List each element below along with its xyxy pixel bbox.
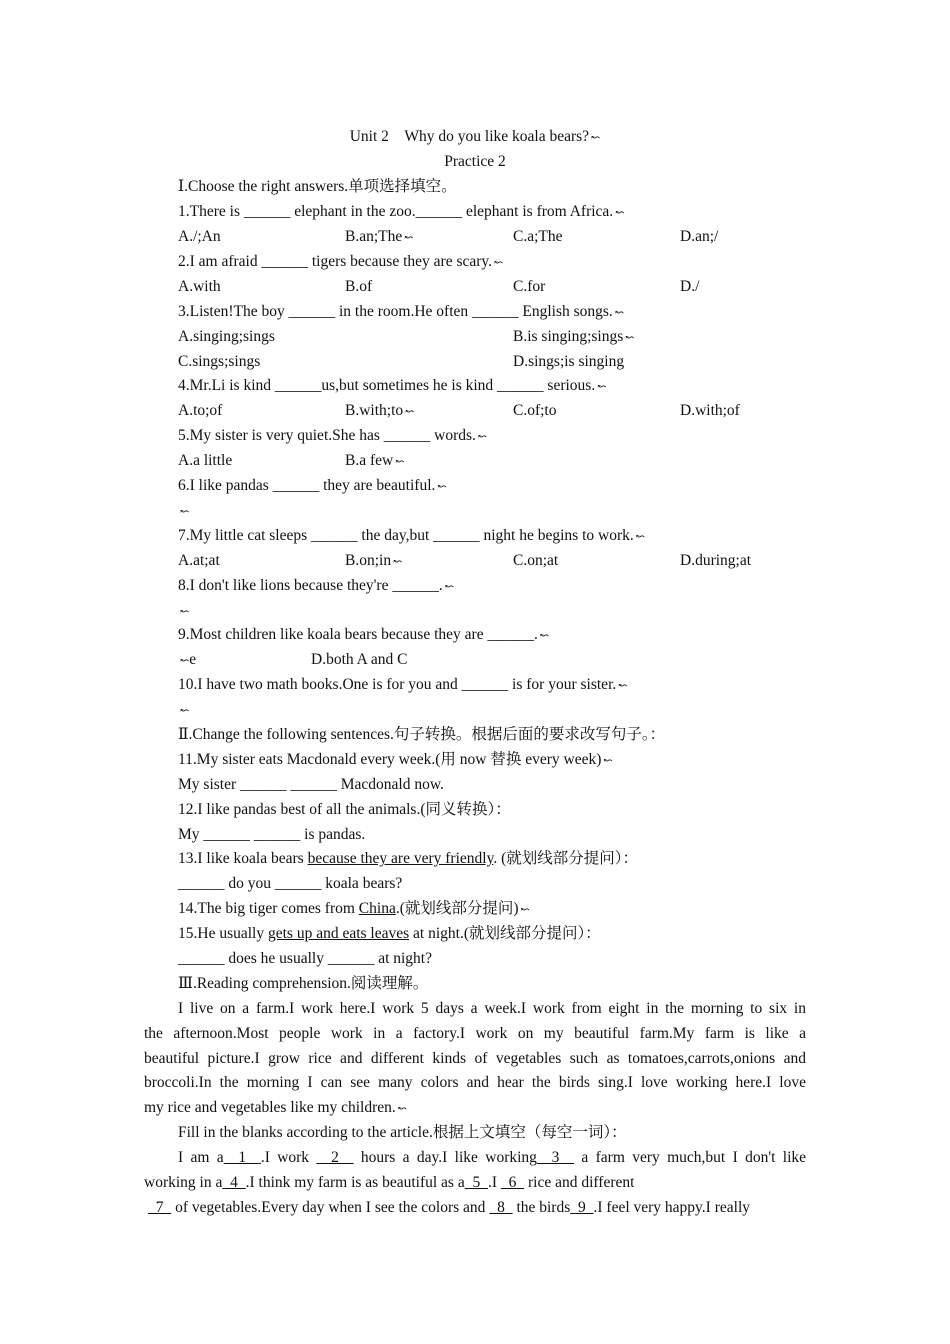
section-2-heading: Ⅱ.Change the following sentences.句子转换。根据后面的要求改写句子。：	[178, 726, 666, 743]
fill-line-1: I am a 1 .I work 2 hours a day.I like working 3 a farm very much,but I don't like	[178, 1149, 807, 1166]
answer-12: My ______ ______ is pandas.	[178, 826, 366, 843]
return-mark-icon: ↜	[591, 132, 601, 144]
return-mark-icon: ↜	[395, 456, 405, 468]
return-mark-icon: ↜	[180, 705, 190, 717]
passage-line-4: broccoli.In the morning I can see many colors and hear the birds sing.I love working here.I love	[144, 1074, 806, 1091]
q3-option-c: C.sings;sings	[178, 353, 261, 370]
return-mark-icon: ↜	[494, 257, 504, 269]
fill-line-3: 7 of vegetables.Every day when I see the colors and 8 the birds 9 .I feel very happy.I really	[148, 1199, 750, 1216]
q4-option-d: D.with;of	[680, 402, 740, 419]
return-mark-icon: ↜	[180, 655, 190, 667]
answer-13: ______ do you ______ koala bears?	[178, 875, 403, 892]
blank-8: 8	[489, 1199, 513, 1216]
q7-option-a: A.at;at	[178, 552, 220, 569]
return-mark-icon: ↜	[437, 481, 447, 493]
return-mark-icon: ↜	[404, 232, 414, 244]
q9-option-d: D.both A and C	[311, 651, 408, 668]
return-mark-icon: ↜	[477, 431, 488, 443]
blank-9: 9	[570, 1199, 594, 1216]
return-mark-icon: ↜	[539, 630, 550, 642]
q1-option-a: A./;An	[178, 228, 221, 245]
answer-15: ______ does he usually ______ at night?	[178, 950, 432, 967]
return-mark-icon: ↜	[397, 1103, 408, 1115]
question-14: 14.The big tiger comes from China.(就划线部分提问) ↜	[178, 900, 530, 917]
question-8: 8.I don't like lions because they're ______. ↜	[178, 577, 454, 594]
q1-option-b: B.an;The ↜	[345, 228, 414, 245]
q5-option-b: B.a few ↜	[345, 452, 405, 469]
passage-line-2: the afternoon.Most people work in a factory.I work on my beautiful farm.My farm is like a	[144, 1025, 806, 1042]
question-10: 10.I have two math books.One is for you and ______ is for your sister. ↜	[178, 676, 628, 693]
return-mark-icon: ↜	[444, 581, 454, 593]
blank-1: 1	[223, 1149, 261, 1166]
return-mark-icon: ↜	[180, 606, 190, 618]
question-6: 6.I like pandas ______ they are beautiful. ↜	[178, 477, 447, 494]
return-mark-icon: ↜	[625, 332, 635, 344]
blank-2: 2	[316, 1149, 354, 1166]
question-7: 7.My little cat sleeps ______ the day,but ______ night he begins to work. ↜	[178, 527, 645, 544]
blank-4: 4	[222, 1174, 246, 1191]
page-subtitle: Practice 2	[444, 153, 506, 170]
q2-option-b: B.of	[345, 278, 373, 295]
question-3: 3.Listen!The boy ______ in the room.He often ______ English songs. ↜	[178, 303, 625, 320]
question-4: 4.Mr.Li is kind ______us,but sometimes he is kind ______ serious. ↜	[178, 377, 607, 394]
question-12: 12.I like pandas best of all the animals.(同义转换）：	[178, 801, 511, 818]
blank-7: 7	[148, 1199, 172, 1216]
question-13: 13.I like koala bears because they are very friendly. (就划线部分提问）：	[178, 850, 639, 867]
question-9: 9.Most children like koala bears because they are ______. ↜	[178, 626, 550, 643]
return-mark-icon: ↜	[180, 506, 190, 518]
return-mark-icon: ↜	[614, 307, 625, 319]
q3-option-d: D.sings;is singing	[513, 353, 625, 370]
q7-option-c: C.on;at	[513, 552, 559, 569]
q2-option-a: A.with	[178, 278, 221, 295]
q7-option-b: B.on;in ↜	[345, 552, 403, 569]
q3-option-a: A.singing;sings	[178, 328, 275, 345]
q7-option-d: D.during;at	[680, 552, 752, 569]
q2-option-d: D./	[680, 278, 700, 295]
return-mark-icon: ↜	[615, 207, 625, 219]
return-mark-icon: ↜	[520, 904, 530, 916]
return-mark-icon: ↜	[603, 755, 613, 767]
q1-option-c: C.a;The	[513, 228, 563, 245]
return-mark-icon: ↜	[618, 680, 628, 692]
q2-option-c: C.for	[513, 278, 546, 295]
blank-5: 5	[464, 1174, 488, 1191]
q4-option-b: B.with;to ↜	[345, 402, 415, 419]
return-mark-icon: ↜	[597, 381, 607, 393]
return-mark-icon: ↜	[405, 406, 415, 418]
blank-3: 3	[536, 1149, 575, 1166]
page-title: Unit 2 Why do you like koala bears? ↜	[349, 128, 601, 145]
passage-line-1: I live on a farm.I work here.I work 5 days a week.I work from eight in the morning to six in	[178, 1000, 806, 1017]
question-2: 2.I am afraid ______ tigers because they are scary. ↜	[178, 253, 504, 270]
q5-option-a: A.a little	[178, 452, 233, 469]
q4-option-a: A.to;of	[178, 402, 223, 419]
return-mark-icon: ↜	[393, 556, 403, 568]
blank-6: 6	[500, 1174, 525, 1191]
q1-option-d: D.an;/	[680, 228, 719, 245]
question-15: 15.He usually gets up and eats leaves at night.(就划线部分提问）：	[178, 925, 601, 942]
question-11: 11.My sister eats Macdonald every week.(用 now 替换 every week) ↜	[178, 751, 613, 768]
section-1-heading: Ⅰ.Choose the right answers.单项选择填空。	[178, 178, 457, 195]
return-mark-icon: ↜	[635, 531, 645, 543]
q3-option-b: B.is singing;sings ↜	[513, 328, 635, 345]
question-5: 5.My sister is very quiet.She has ______ words. ↜	[178, 427, 488, 444]
fill-line-2: working in a 4 .I think my farm is as beautiful as a 5 .I 6 rice and different	[144, 1174, 635, 1191]
passage-line-3: beautiful picture.I grow rice and different kinds of vegetables such as tomatoes,carrots,onions and	[144, 1050, 806, 1067]
question-1: 1.There is ______ elephant in the zoo.______ elephant is from Africa. ↜	[178, 203, 625, 220]
q9-option-fragment: ↜e	[180, 651, 197, 668]
passage-line-5: my rice and vegetables like my children. ↜	[144, 1099, 408, 1116]
q4-option-c: C.of;to	[513, 402, 557, 419]
fill-instruction: Fill in the blanks according to the article.根据上文填空（每空一词）：	[178, 1124, 627, 1141]
section-3-heading: Ⅲ.Reading comprehension.阅读理解。	[178, 975, 429, 992]
answer-11: My sister ______ ______ Macdonald now.	[178, 776, 444, 793]
